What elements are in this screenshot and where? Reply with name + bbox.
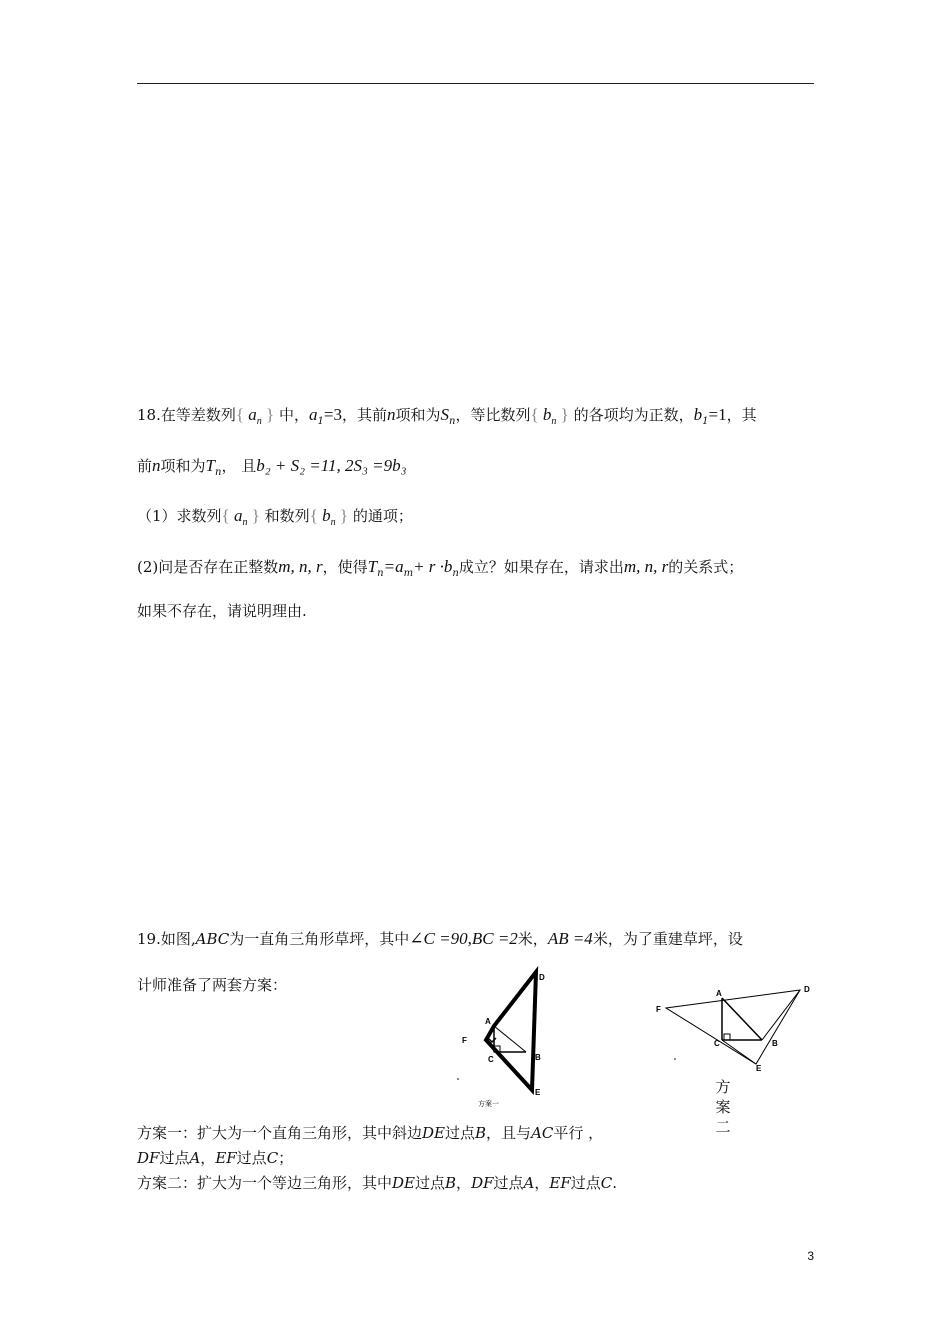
q18-part2-cont: 如果不存在，请说明理由. <box>137 602 307 620</box>
fig1-label-B: B <box>535 1053 541 1062</box>
fig1-label-A: A <box>485 1017 491 1026</box>
page-number: 3 <box>807 1249 814 1263</box>
fig2-line-BD <box>762 990 800 1040</box>
q19-scheme1-line2: DF过点A，EF过点C； <box>137 1149 294 1167</box>
fig2-right-angle-C <box>724 1034 730 1040</box>
fig2-label-A: A <box>716 989 722 998</box>
q18-part1: （1）求数列{ $a_n$ } 和数列{ $b_n$ } 的通项； <box>137 506 413 528</box>
fig2-label-D: D <box>804 985 810 994</box>
q19-scheme1-line1: 方案一：扩大为一个直角三角形，其中斜边DE过点B，且与AC平行 ， <box>137 1124 604 1142</box>
fig2-label-B: B <box>772 1039 778 1048</box>
fig2-label-E: E <box>756 1064 762 1073</box>
q18-part2: (2)问是否存在正整数m, n, r，使得$T_n=a_m+ r \cdot b_n$成立？如果存在，请求出m, n, r的关系式； <box>137 557 744 579</box>
figure-scheme-1 <box>452 966 562 1112</box>
q19-line1: 19.如图,ABC为一直角三角形草坪，其中∠C =90,BC =2米，AB =4米，为了重建草坪，设 <box>137 929 743 948</box>
q19-scheme2: 方案二：扩大为一个等边三角形，其中DE过点B，DF过点A，EF过点C. <box>137 1174 618 1192</box>
q18-line2: 前n项和为$T_n$， 且b₂ + S₂ =11, 2S₃ =9b₃ <box>137 456 407 478</box>
fig2-label-F: F <box>656 1005 661 1014</box>
header-rule <box>137 83 814 84</box>
fig2-outer-triangle <box>666 990 800 1064</box>
fig1-label-C: C <box>488 1055 494 1064</box>
fig1-label-E: E <box>535 1088 541 1097</box>
fig1-caption: 方案一 <box>478 1101 499 1108</box>
fig1-line-AB <box>494 1026 526 1052</box>
fig2-line-CE <box>722 1040 756 1064</box>
fig1-label-D: D <box>539 973 545 982</box>
fig1-label-F: F <box>462 1036 467 1045</box>
q18-line1: 18.在等差数列{ $a_n$ } 中，$a_1=3$，其前n项和为$S_n$，等比数列{ $b_n$ } 的各项均为正数，$b_1=1$，其 <box>137 405 757 427</box>
fig2-caption: 方案二 <box>715 1078 731 1136</box>
fig2-label-C: C <box>714 1039 720 1048</box>
q19-line2: 计师准备了两套方案： <box>137 976 288 994</box>
figure-scheme-2 <box>652 982 822 1074</box>
